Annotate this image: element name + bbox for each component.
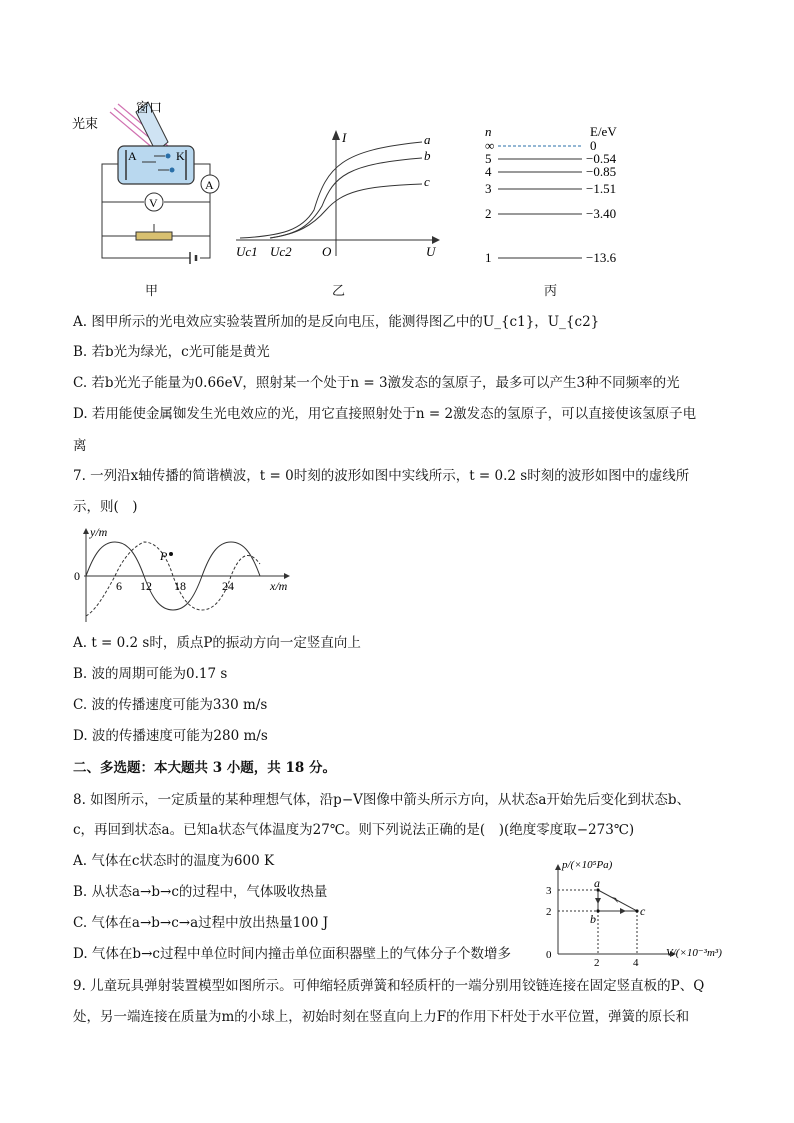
figure-jia [72, 98, 232, 298]
q8-option-d: D. 气体在b→c过程中单位时间内撞击单位面积器壁上的气体分子个数增多 [73, 946, 511, 962]
level-e-5: −0.54 [586, 151, 617, 166]
q6-option-c: C. 若b光光子能量为0.66eV，照射某一个处于n = 3激发态的氢原子，最多可以产生3种不同频率的光 [73, 375, 680, 391]
pv-origin: 0 [546, 949, 552, 961]
q8-option-b: B. 从状态a→b→c的过程中，气体吸收热量 [73, 884, 328, 900]
q8-option-c: C. 气体在a→b→c→a过程中放出热量100 J [73, 915, 329, 931]
q9-line-1: 9. 儿童玩具弹射装置模型如图所示。可伸缩轻质弹簧和轻质杆的一端分别用铰链连接在固定竖直板的P、Q [73, 978, 705, 994]
guangshu-label: 光束 [72, 116, 99, 131]
q7-wave-graph [74, 524, 304, 624]
q8-pv-graph [538, 858, 748, 970]
level-e-2: −3.40 [586, 206, 617, 221]
pv-point-a: a [594, 876, 600, 890]
bing-e-label: E/eV [590, 124, 617, 139]
level-e-3: −1.51 [586, 181, 617, 196]
wave-tick-18: 18 [174, 579, 186, 593]
wave-ylabel: y/m [90, 525, 108, 539]
pv-xtick-2: 2 [594, 957, 600, 969]
pv-ylabel: p/(×10⁵Pa) [562, 859, 613, 871]
level-e-1: −13.6 [586, 250, 617, 265]
yi-U-label: U [426, 244, 436, 259]
figure-yi [232, 126, 442, 261]
level-e-inf: 0 [590, 138, 597, 153]
wave-tick-24: 24 [222, 579, 234, 593]
q8-stem-1: 8. 如图所示，一定质量的某种理想气体，沿p−V图像中箭头所示方向，从状态a开始先后变化到状态b、 [73, 792, 691, 808]
pv-ytick-3: 3 [546, 885, 552, 897]
yi-c-label: c [424, 174, 430, 189]
cathode-label: K [176, 149, 185, 163]
level-n-1: 1 [485, 250, 492, 265]
level-n-inf: ∞ [485, 138, 495, 153]
level-e-4: −0.85 [586, 164, 617, 179]
pv-xlabel: V/(×10⁻³m³) [666, 947, 722, 959]
q9-line-2: 处，另一端连接在质量为m的小球上，初始时刻在竖直向上力F的作用下杆处于水平位置，弹簧的原长和 [73, 1009, 690, 1025]
ammeter-label: A [205, 178, 214, 192]
yi-uc1-label: Uc1 [236, 244, 258, 259]
q8-option-a: A. 气体在c状态时的温度为600 K [73, 853, 275, 869]
voltmeter-label: V [149, 196, 158, 210]
anode-label: A [128, 149, 137, 163]
level-n-5: 5 [485, 151, 492, 166]
level-n-3: 3 [485, 181, 492, 196]
pv-point-b: b [590, 912, 596, 926]
section-2-heading: 二、多选题：本大题共 3 小题，共 18 分。 [73, 760, 336, 776]
q6-option-d-cont: 离 [73, 438, 87, 454]
q7-option-d: D. 波的传播速度可能为280 m/s [73, 728, 268, 744]
caption-yi: 乙 [332, 284, 346, 299]
yi-O-label: O [322, 244, 332, 259]
wave-tick-12: 12 [140, 579, 152, 593]
pv-ytick-2: 2 [546, 906, 552, 918]
q7-option-b: B. 波的周期可能为0.17 s [73, 666, 228, 682]
pv-xtick-4: 4 [633, 957, 639, 969]
q7-option-a: A. t = 0.2 s时，质点P的振动方向一定竖直向上 [73, 635, 361, 651]
yi-a-label: a [424, 132, 431, 147]
yi-I-label: I [342, 130, 347, 145]
wave-tick-6: 6 [116, 579, 122, 593]
yi-b-label: b [424, 148, 431, 163]
caption-bing: 丙 [544, 284, 558, 299]
q6-option-b: B. 若b光为绿光，c光可能是黄光 [73, 344, 270, 360]
q7-stem-1: 7. 一列沿x轴传播的简谐横波，t = 0时刻的波形如图中实线所示，t = 0.2 s时刻的波形如图中的虚线所 [73, 468, 690, 484]
q7-option-c: C. 波的传播速度可能为330 m/s [73, 697, 268, 713]
figure-bing [482, 124, 632, 272]
q8-stem-2: c，再回到状态a。已知a状态气体温度为27℃。则下列说法正确的是( )(绝度零度取−273℃) [73, 822, 635, 838]
q7-stem-2: 示，则( ) [73, 499, 138, 515]
q6-option-d: D. 若用能使金属铷发生光电效应的光，用它直接照射处于n = 2激发态的氢原子，可以直接使该氢原子电 [73, 406, 697, 422]
wave-point-p: P [160, 549, 168, 563]
level-n-4: 4 [485, 164, 492, 179]
chuangkou-label: 窗口 [136, 100, 163, 115]
pv-point-c: c [640, 904, 646, 918]
wave-origin: 0 [74, 569, 80, 583]
level-n-2: 2 [485, 206, 492, 221]
q6-option-a: A. 图甲所示的光电效应实验装置所加的是反向电压，能测得图乙中的U_{c1}，U_{c2} [73, 314, 600, 330]
yi-uc2-label: Uc2 [270, 244, 292, 259]
wave-xlabel: x/m [270, 579, 288, 593]
caption-jia: 甲 [145, 284, 159, 299]
bing-n-label: n [485, 124, 492, 139]
